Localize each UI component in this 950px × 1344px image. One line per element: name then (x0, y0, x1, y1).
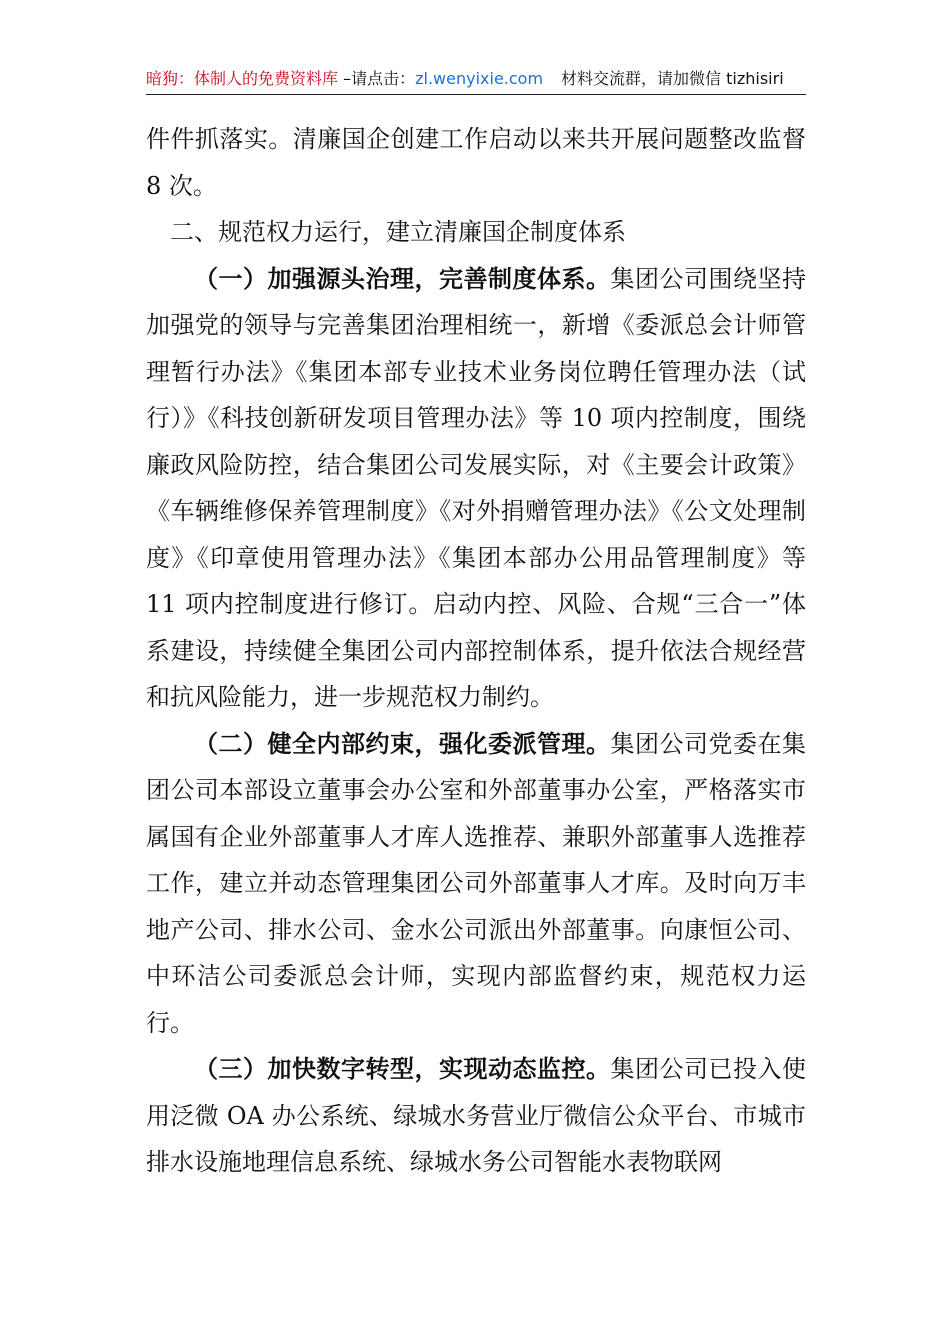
header-link[interactable]: zl.wenyixie.com (415, 69, 544, 88)
paragraph-1 (146, 256, 806, 721)
document-body (146, 116, 806, 1186)
section-heading: 二、规范权力运行，建立清廉国企制度体系 (170, 218, 626, 246)
paragraph-3 (146, 1046, 806, 1186)
paragraph-2 (146, 721, 806, 1047)
header-cta: –请点击： (338, 69, 416, 88)
paragraph-2-body: 集团公司党委在集团公司本部设立董事会办公室和外部董事办公室，严格落实市属国有企业外部董事人才库人选推荐、兼职外部董事人选推荐工作，建立并动态管理集团公司外部董事人才库。及时向万丰地产公司、排水公司、金水公司派出外部董事。向康恒公司、中环洁公司委派总会计师，实现内部监督约束，规范权力运行。 (146, 729, 806, 1037)
paragraph-1-body: 集团公司围绕坚持加强党的领导与完善集团治理相统一，新增《委派总会计师管理暂行办法》《集团本部专业技术业务岗位聘任管理办法（试行）》《科技创新研发项目管理办法》等 10 项内控制度，围绕廉政风险防控，结合集团公司发展实际，对《主要会计政策》《车辆维修保养管理制度》《对外捐赠管理办法》《公文处理制度》《印章使用管理办法》《集团本部办公用品管理制度》等 11 项内控制度进行修订。启动内控、风险、合规“三合一”体系建设，持续健全集团公司内部控制体系，提升依法合规经营和抗风险能力，进一步规范权力制约。 (146, 264, 806, 711)
paragraph-2-lead: （二）健全内部约束，强化委派管理。 (194, 728, 611, 758)
header-brand: 暗狗：体制人的免费资料库 (146, 69, 339, 88)
paragraph-3-lead: （三）加快数字转型，实现动态监控。 (194, 1054, 611, 1083)
page-header (146, 64, 806, 95)
paragraph-1-lead: （一）加强源头治理，完善制度体系。 (194, 263, 611, 293)
header-group-note: 材料交流群，请加微信 tizhisiri (561, 69, 784, 88)
paragraph-3-body: 集团公司已投入使用泛微 OA 办公系统、绿城水务营业厅微信公众平台、市城市排水设施地理信息系统、绿城水务公司智能水表物联网 (146, 1055, 806, 1176)
paragraph-continuation: 件件抓落实。清廉国企创建工作启动以来共开展问题整改监督 8 次。 (146, 125, 806, 200)
